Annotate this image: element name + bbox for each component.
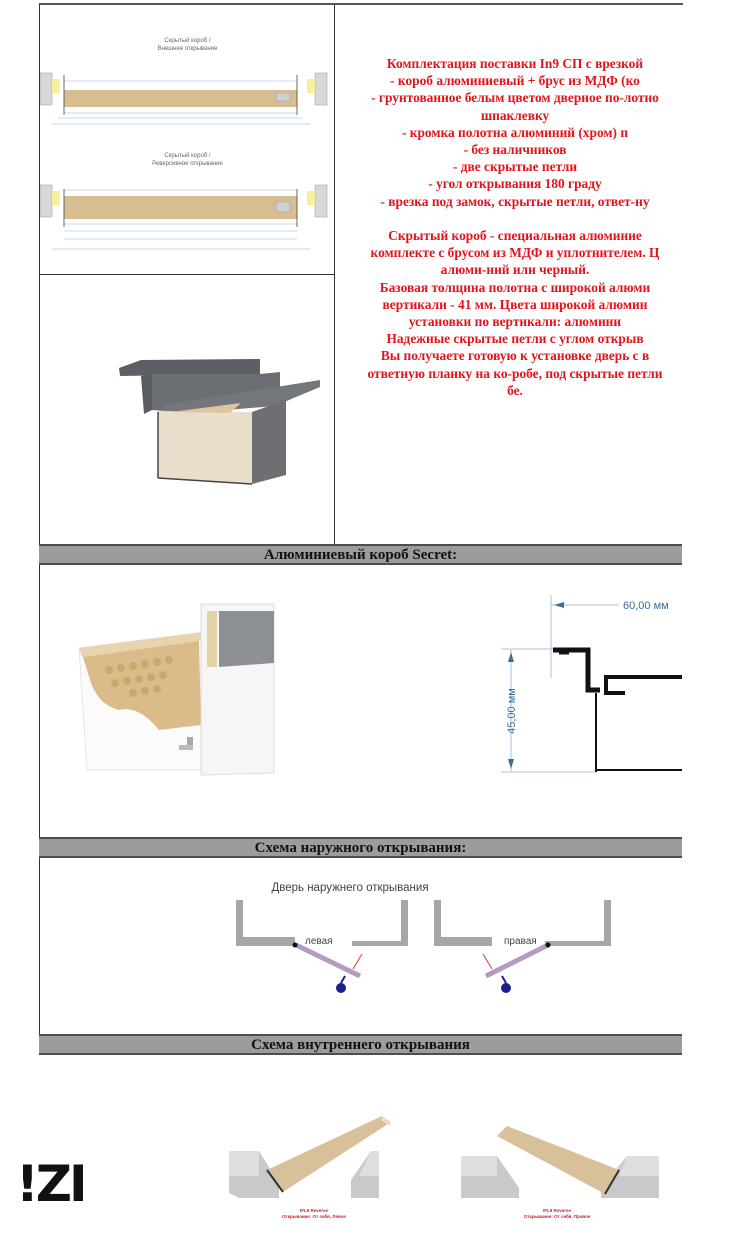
dimension-arrow-icon	[554, 602, 564, 608]
outer-diagram-title-line2: Внешнее открывание	[157, 46, 218, 52]
left-caption-direction: Открывание: От себя, Левое	[282, 1214, 346, 1219]
inner-right-door-image	[461, 1126, 659, 1219]
frame-profile-drawing	[501, 595, 682, 772]
right-door-scheme	[434, 900, 611, 993]
description-line: алюми-ний или черный.	[440, 262, 590, 278]
door-handle-icon	[336, 983, 346, 993]
left-caption-model: IFL9 Reverse	[299, 1208, 329, 1213]
right-door-label: правая	[504, 936, 537, 947]
door-cutaway-image	[79, 604, 274, 775]
description-line: бе.	[507, 382, 523, 398]
description-line: Комплектация поставки In9 СП с врезкой	[386, 56, 644, 71]
inner-opening-images	[179, 1108, 659, 1223]
description-line: установки по вертикали: алюмини	[408, 314, 622, 330]
description-line: Базовая толщина полотна с широкой алюми	[379, 279, 651, 295]
outer-diagram-title-line1: Скрытый короб /	[164, 38, 211, 44]
door-handle-icon	[501, 983, 511, 993]
description-cell	[335, 5, 683, 545]
width-dimension-label: 60,00 мм	[623, 600, 669, 612]
frame-diagrams-cell	[40, 5, 335, 275]
reverse-diagram-title-line1: Скрытый короб /	[164, 153, 211, 159]
description-line: - две скрытые петли	[452, 159, 578, 175]
description-line: - без наличников	[463, 142, 567, 158]
inner-opening-title: Схема внутреннего открывания	[251, 1037, 470, 1053]
frame-section-drawings	[40, 5, 335, 275]
dimension-arrow-down-icon	[508, 759, 514, 769]
izi-logo	[16, 1146, 108, 1222]
red-arrow-icon	[483, 954, 492, 969]
inner-opening-header	[39, 1034, 682, 1055]
outer-opening-title: Схема наружного открывания:	[254, 840, 467, 856]
logo-text: !ZI	[16, 1155, 85, 1213]
left-door-label: левая	[305, 936, 333, 947]
description-line: Надежные скрытые петли с углом открыв	[386, 331, 644, 347]
outer-opening-section	[40, 73, 327, 124]
frame-section-title: Алюминиевый короб Secret:	[263, 547, 458, 563]
description-line: - короб алюминиевый + брус из МДФ (ко	[390, 73, 640, 89]
left-door-scheme	[236, 900, 408, 993]
frame-images-row	[39, 565, 682, 837]
description-line: ответную планку на ко-робе, под скрытые петли	[367, 365, 663, 381]
outer-opening-scheme	[39, 858, 682, 1034]
description-line: Скрытый короб - специальная алюминие	[388, 228, 642, 244]
frame-section-header	[39, 544, 682, 565]
outer-opening-header	[39, 837, 682, 858]
inner-left-door-image	[229, 1116, 391, 1219]
frame-3d-render-cell	[40, 275, 335, 545]
right-caption-model: IFL9 Reverse	[542, 1208, 572, 1213]
hidden-frame-3d-image	[40, 275, 335, 545]
description-line: - грунтованное белым цветом дверное по-лотно	[371, 90, 659, 106]
description-line: - кромка полотна алюминий (хром) п	[401, 124, 629, 140]
dimension-arrow-up-icon	[508, 652, 514, 662]
reverse-diagram-title-line2: Реверсивное открывание	[152, 161, 223, 167]
description-line: - врезка под замок, скрытые петли, ответ-ну	[380, 193, 650, 209]
description-spacer	[335, 210, 683, 227]
outer-scheme-title: Дверь наружнего открывания	[271, 882, 429, 894]
product-info-table	[39, 3, 683, 545]
description-line: - угол открывания 180 граду	[428, 176, 602, 192]
description-line: комплекте с брусом из МДФ и уплотнителем. Ц	[370, 245, 660, 261]
reverse-diagram-title	[40, 152, 335, 168]
description-text	[335, 55, 683, 399]
right-caption-direction: Открывание: От себя, Правое	[523, 1214, 591, 1219]
description-line: Вы получаете готовую к установке дверь с в	[380, 348, 650, 364]
red-arrow-icon	[353, 954, 362, 969]
description-line: вертикали - 41 мм. Цвета широкой алюмин	[382, 296, 648, 312]
description-line: шпаклевку	[480, 107, 550, 123]
height-dimension-label: 45,00 мм	[506, 688, 518, 734]
reverse-opening-section	[40, 185, 327, 249]
